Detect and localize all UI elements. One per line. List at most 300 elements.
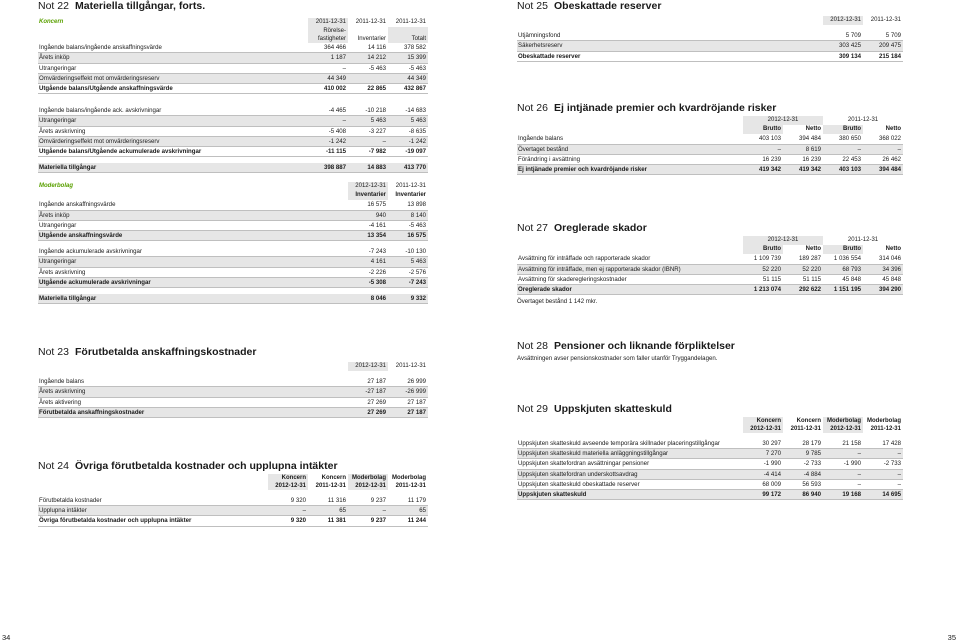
cell-value: 394 290 bbox=[863, 285, 903, 295]
note-29 bbox=[517, 403, 903, 500]
cell-value: 45 848 bbox=[823, 274, 863, 284]
note-22-koncern-table bbox=[38, 18, 428, 173]
column-header: Rörelse- fastigheter bbox=[308, 27, 348, 43]
column-header: 2011-12-31 bbox=[355, 19, 386, 25]
row-label: Årets avskrivning bbox=[38, 126, 308, 136]
table-row bbox=[38, 397, 428, 407]
note-23-table bbox=[38, 362, 428, 418]
cell-value: 68 793 bbox=[823, 264, 863, 274]
note-29-table bbox=[517, 417, 903, 500]
note-24 bbox=[38, 460, 428, 527]
cell-value: 16 239 bbox=[743, 154, 783, 164]
cell-value: 314 046 bbox=[863, 254, 903, 264]
note-25-title bbox=[517, 0, 903, 14]
row-label: Utrangeringar bbox=[38, 220, 348, 230]
cell-value: -19 097 bbox=[388, 147, 428, 157]
cell-value: 8 140 bbox=[388, 210, 428, 220]
cell-value: 99 172 bbox=[743, 490, 783, 500]
cell-value: -4 414 bbox=[743, 469, 783, 479]
row-label: Utrangeringar bbox=[38, 257, 348, 267]
column-header: 2012-12-31 bbox=[348, 362, 388, 371]
note-name: Uppskjuten skatteskuld bbox=[554, 403, 672, 415]
cell-value: 11 179 bbox=[388, 496, 428, 506]
cell-value: – bbox=[823, 449, 863, 459]
cell-value: 309 134 bbox=[823, 51, 863, 61]
cell-value: 27 187 bbox=[388, 397, 428, 407]
cell-value: 28 179 bbox=[783, 439, 823, 449]
section-label: Moderbolag bbox=[39, 183, 73, 189]
note-number: Not 29 bbox=[517, 403, 548, 415]
table-row bbox=[517, 134, 903, 144]
cell-value: -4 465 bbox=[308, 106, 348, 116]
header-spacer bbox=[38, 191, 348, 200]
cell-value: -7 243 bbox=[348, 247, 388, 257]
row-label: Ingående balans bbox=[38, 377, 348, 387]
table-header-row bbox=[517, 417, 903, 433]
table-row bbox=[38, 247, 428, 257]
cell-value: 16 575 bbox=[348, 200, 388, 210]
table-header-row bbox=[38, 362, 428, 371]
table-row bbox=[38, 147, 428, 157]
cell-value: 44 349 bbox=[388, 73, 428, 83]
note-name: Pensioner och liknande förpliktelser bbox=[554, 340, 735, 352]
cell-value: 5 463 bbox=[348, 116, 388, 126]
cell-value: -5 463 bbox=[388, 220, 428, 230]
row-label: Avsättning för inträffade och rapporterade skador bbox=[517, 254, 743, 264]
cell-value: – bbox=[863, 144, 903, 154]
cell-value: -27 187 bbox=[348, 387, 388, 397]
row-label: Ingående balans/ingående ack. avskrivningar bbox=[38, 106, 308, 116]
cell-value: 1 151 195 bbox=[823, 285, 863, 295]
row-label: Årets avskrivning bbox=[38, 267, 348, 277]
column-header: Inventarier bbox=[395, 192, 426, 199]
header-spacer bbox=[38, 27, 308, 43]
column-header: 2011-12-31 bbox=[395, 183, 426, 189]
note-28 bbox=[517, 340, 903, 362]
cell-value: 11 244 bbox=[388, 516, 428, 526]
table-row bbox=[38, 136, 428, 146]
cell-value: 380 650 bbox=[823, 134, 863, 144]
cell-value: – bbox=[863, 479, 903, 489]
cell-value: 398 887 bbox=[308, 163, 348, 173]
note-22-moderbolag bbox=[38, 182, 428, 304]
cell-value: 394 484 bbox=[783, 134, 823, 144]
note-number: Not 27 bbox=[517, 222, 548, 234]
cell-value: 65 bbox=[388, 506, 428, 516]
cell-value: – bbox=[308, 116, 348, 126]
table-header-row bbox=[38, 474, 428, 490]
column-header: Totalt bbox=[388, 27, 428, 43]
note-25-table bbox=[517, 16, 903, 62]
cell-value: 5 709 bbox=[863, 31, 903, 41]
cell-value: – bbox=[863, 469, 903, 479]
cell-value: 11 381 bbox=[308, 516, 348, 526]
row-label: Obeskattade reserver bbox=[517, 51, 823, 61]
table-row bbox=[38, 387, 428, 397]
cell-value: 26 462 bbox=[863, 154, 903, 164]
note-26 bbox=[517, 102, 903, 175]
table-row bbox=[38, 267, 428, 277]
table-row bbox=[38, 53, 428, 63]
row-label: Uppskjuten skatteskuld obeskattade reserver bbox=[517, 479, 743, 489]
cell-value: – bbox=[823, 469, 863, 479]
cell-value: 1 187 bbox=[308, 53, 348, 63]
cell-value: -5 408 bbox=[308, 126, 348, 136]
row-label: Uppskjuten skatteskuld bbox=[517, 490, 743, 500]
row-label: Uppskjuten skattefordran underskottsavdrag bbox=[517, 469, 743, 479]
note-24-table bbox=[38, 474, 428, 527]
column-header: 2011-12-31 bbox=[395, 19, 426, 25]
note-name: Materiella tillgångar, forts. bbox=[75, 0, 206, 12]
note-name: Oreglerade skador bbox=[554, 222, 647, 234]
row-label: Förutbetalda anskaffningskostnader bbox=[38, 407, 348, 417]
cell-value: 9 237 bbox=[348, 516, 388, 526]
table-row bbox=[517, 439, 903, 449]
column-header: 2012-12-31 bbox=[348, 182, 388, 191]
table-header-row bbox=[38, 27, 428, 43]
cell-value: 9 332 bbox=[388, 294, 428, 304]
column-header-year: 2012-12-31 bbox=[743, 116, 823, 125]
note-26-table bbox=[517, 116, 903, 175]
note-name: Ej intjänade premier och kvardröjande risker bbox=[554, 102, 777, 114]
cell-value: 7 270 bbox=[743, 449, 783, 459]
table-row bbox=[517, 31, 903, 41]
column-header-year: 2012-12-31 bbox=[743, 236, 823, 245]
cell-value: 16 575 bbox=[388, 231, 428, 241]
row-label: Omvärderingseffekt mot omvärderingsreserv bbox=[38, 73, 308, 83]
cell-value: 8 619 bbox=[783, 144, 823, 154]
cell-value: -2 733 bbox=[863, 459, 903, 469]
table-row bbox=[517, 264, 903, 274]
cell-value: 189 287 bbox=[783, 254, 823, 264]
column-header: Netto bbox=[885, 126, 902, 133]
cell-value: 410 002 bbox=[308, 84, 348, 94]
note-number: Not 26 bbox=[517, 102, 548, 114]
cell-value: 34 396 bbox=[863, 264, 903, 274]
header-spacer bbox=[38, 474, 268, 490]
cell-value: 940 bbox=[348, 210, 388, 220]
table-row bbox=[517, 154, 903, 164]
cell-value bbox=[348, 73, 388, 83]
cell-value: 22 453 bbox=[823, 154, 863, 164]
row-label: Avsättning för skaderegleringskostnader bbox=[517, 274, 743, 284]
header-spacer bbox=[517, 417, 743, 433]
note-22-title bbox=[38, 0, 428, 14]
note-22-moderbolag-table bbox=[38, 182, 428, 304]
table-header-row bbox=[38, 182, 428, 191]
table-row bbox=[38, 200, 428, 210]
table-header-row bbox=[38, 18, 428, 27]
table-row bbox=[38, 257, 428, 267]
cell-value: 13 354 bbox=[348, 231, 388, 241]
column-header: Koncern 2012-12-31 bbox=[268, 474, 308, 490]
table-row bbox=[38, 516, 428, 526]
column-header-year: 2011-12-31 bbox=[847, 237, 879, 243]
row-label: Uppskjuten skatteskuld materiella anläggningstillgångar bbox=[517, 449, 743, 459]
table-row bbox=[517, 254, 903, 264]
cell-value: -5 308 bbox=[348, 277, 388, 287]
cell-value: – bbox=[268, 506, 308, 516]
cell-value: -10 130 bbox=[388, 247, 428, 257]
cell-value: 368 022 bbox=[863, 134, 903, 144]
row-label: Uppskjuten skatteskuld avseende temporära skillnader placeringstillgångar bbox=[517, 439, 743, 449]
cell-value: 27 269 bbox=[348, 397, 388, 407]
row-label: Ingående anskaffningsvärde bbox=[38, 200, 348, 210]
header-spacer bbox=[517, 125, 743, 134]
cell-value: -7 982 bbox=[348, 147, 388, 157]
cell-value: 14 695 bbox=[863, 490, 903, 500]
note-name: Förutbetalda anskaffningskostnader bbox=[75, 346, 257, 358]
table-row bbox=[38, 106, 428, 116]
column-header: Koncern 2012-12-31 bbox=[743, 417, 783, 433]
cell-value: -3 227 bbox=[348, 126, 388, 136]
header-spacer bbox=[517, 16, 823, 25]
cell-value: 44 349 bbox=[308, 73, 348, 83]
cell-value: 14 212 bbox=[348, 53, 388, 63]
cell-value: 403 103 bbox=[743, 134, 783, 144]
cell-value: 51 115 bbox=[783, 274, 823, 284]
row-label: Förutbetalda kostnader bbox=[38, 496, 268, 506]
column-header: Brutto bbox=[743, 245, 783, 254]
cell-value: -10 218 bbox=[348, 106, 388, 116]
cell-value: 52 220 bbox=[743, 264, 783, 274]
header-spacer bbox=[38, 362, 348, 371]
note-27-title bbox=[517, 222, 903, 236]
cell-value: -7 243 bbox=[388, 277, 428, 287]
note-number: Not 24 bbox=[38, 460, 69, 472]
cell-value: 1 213 074 bbox=[743, 285, 783, 295]
cell-value: 22 865 bbox=[348, 84, 388, 94]
column-header: Moderbolag 2012-12-31 bbox=[348, 474, 388, 490]
section-label: Koncern bbox=[39, 19, 64, 25]
cell-value: 209 475 bbox=[863, 41, 903, 51]
row-label: Uppskjuten skattefordran avsättningar pensioner bbox=[517, 459, 743, 469]
column-header: Inventarier bbox=[357, 35, 386, 42]
column-header: Inventarier bbox=[348, 191, 388, 200]
table-row bbox=[38, 63, 428, 73]
note-name: Övriga förutbetalda kostnader och upplupna intäkter bbox=[75, 460, 338, 472]
row-label: Materiella tillgångar bbox=[38, 163, 308, 173]
cell-value: 16 239 bbox=[783, 154, 823, 164]
column-header: 2011-12-31 bbox=[308, 18, 348, 27]
cell-value: 13 898 bbox=[388, 200, 428, 210]
column-header: 2011-12-31 bbox=[395, 363, 426, 369]
note-number: Not 23 bbox=[38, 346, 69, 358]
table-header-row bbox=[517, 125, 903, 134]
cell-value: 11 316 bbox=[308, 496, 348, 506]
table-row bbox=[517, 490, 903, 500]
row-label: Övriga förutbetalda kostnader och upplupna intäkter bbox=[38, 516, 268, 526]
header-spacer bbox=[517, 236, 743, 245]
row-label: Utjämningsfond bbox=[517, 31, 823, 41]
cell-value: 21 158 bbox=[823, 439, 863, 449]
cell-value: -2 576 bbox=[388, 267, 428, 277]
cell-value: -14 683 bbox=[388, 106, 428, 116]
table-header-row bbox=[517, 245, 903, 254]
row-label: Materiella tillgångar bbox=[38, 294, 348, 304]
column-header: Netto bbox=[805, 246, 822, 253]
row-label: Ingående balans/ingående anskaffningsvärde bbox=[38, 43, 308, 53]
row-label: Årets aktivering bbox=[38, 397, 348, 407]
cell-value: 9 237 bbox=[348, 496, 388, 506]
table-row bbox=[38, 407, 428, 417]
cell-value: -26 999 bbox=[388, 387, 428, 397]
cell-value: 27 187 bbox=[388, 407, 428, 417]
cell-value: 86 940 bbox=[783, 490, 823, 500]
row-label: Avsättning för inträffade, men ej rapporterade skador (IBNR) bbox=[517, 264, 743, 274]
note-22 bbox=[38, 0, 428, 173]
cell-value: 68 009 bbox=[743, 479, 783, 489]
note-24-title bbox=[38, 460, 428, 474]
table-row bbox=[38, 126, 428, 136]
cell-value: -1 990 bbox=[743, 459, 783, 469]
cell-value: 303 425 bbox=[823, 41, 863, 51]
note-27 bbox=[517, 222, 903, 305]
row-label: Utgående balans/Utgående ackumulerade avskrivningar bbox=[38, 147, 308, 157]
table-row bbox=[38, 210, 428, 220]
table-row bbox=[517, 479, 903, 489]
note-28-text: Avsättningen avser pensionskostnader som faller utanför Tryggandelagen. bbox=[517, 355, 718, 362]
column-header: Moderbolag 2011-12-31 bbox=[867, 418, 901, 432]
column-header: Netto bbox=[885, 246, 902, 253]
table-header-row bbox=[517, 16, 903, 25]
column-header-year: 2011-12-31 bbox=[847, 117, 879, 123]
cell-value: 432 867 bbox=[388, 84, 428, 94]
table-row bbox=[517, 459, 903, 469]
cell-value: 65 bbox=[308, 506, 348, 516]
table-row bbox=[38, 116, 428, 126]
row-label: Övertaget bestånd bbox=[517, 144, 743, 154]
table-row bbox=[38, 496, 428, 506]
table-row bbox=[38, 84, 428, 94]
table-row bbox=[38, 43, 428, 53]
column-header: Netto bbox=[805, 126, 822, 133]
cell-value: 419 342 bbox=[783, 165, 823, 175]
cell-value: 30 297 bbox=[743, 439, 783, 449]
note-25 bbox=[517, 0, 903, 62]
cell-value: – bbox=[823, 144, 863, 154]
column-header: 2012-12-31 bbox=[823, 16, 863, 25]
cell-value: – bbox=[308, 63, 348, 73]
row-label: Ingående balans bbox=[517, 134, 743, 144]
note-28-title bbox=[517, 340, 903, 354]
note-27-table bbox=[517, 236, 903, 295]
header-spacer bbox=[517, 245, 743, 254]
cell-value: 9 785 bbox=[783, 449, 823, 459]
table-row bbox=[38, 377, 428, 387]
column-header: Moderbolag 2011-12-31 bbox=[392, 475, 426, 489]
row-label: Utgående ackumulerade avskrivningar bbox=[38, 277, 348, 287]
row-label: Omvärderingseffekt mot omvärderingsreserv bbox=[38, 136, 308, 146]
table-row bbox=[38, 220, 428, 230]
column-header: Brutto bbox=[823, 245, 863, 254]
cell-value: 1 109 739 bbox=[743, 254, 783, 264]
table-row bbox=[517, 285, 903, 295]
cell-value: 413 770 bbox=[388, 163, 428, 173]
table-header-row bbox=[517, 116, 903, 125]
table-header-row bbox=[517, 236, 903, 245]
row-label: Upplupna intäkter bbox=[38, 506, 268, 516]
header-spacer bbox=[517, 116, 743, 125]
cell-value: 215 184 bbox=[863, 51, 903, 61]
cell-value: 15 399 bbox=[388, 53, 428, 63]
cell-value: 5 463 bbox=[388, 257, 428, 267]
note-26-title bbox=[517, 102, 903, 116]
cell-value: 4 161 bbox=[348, 257, 388, 267]
cell-value: 5 463 bbox=[388, 116, 428, 126]
table-row bbox=[517, 165, 903, 175]
cell-value: -2 226 bbox=[348, 267, 388, 277]
note-number: Not 22 bbox=[38, 0, 69, 12]
cell-value: – bbox=[743, 144, 783, 154]
row-label: Årets avskrivning bbox=[38, 387, 348, 397]
cell-value: – bbox=[823, 479, 863, 489]
cell-value: -4 884 bbox=[783, 469, 823, 479]
cell-value: -5 463 bbox=[348, 63, 388, 73]
note-29-title bbox=[517, 403, 903, 417]
cell-value: -1 242 bbox=[388, 136, 428, 146]
table-row bbox=[517, 469, 903, 479]
cell-value: -11 115 bbox=[308, 147, 348, 157]
cell-value: 419 342 bbox=[743, 165, 783, 175]
cell-value: 14 116 bbox=[348, 43, 388, 53]
cell-value: -8 635 bbox=[388, 126, 428, 136]
cell-value: 56 593 bbox=[783, 479, 823, 489]
table-row bbox=[517, 144, 903, 154]
cell-value: -1 242 bbox=[308, 136, 348, 146]
note-23 bbox=[38, 346, 428, 418]
table-row bbox=[517, 274, 903, 284]
row-label: Oreglerade skador bbox=[517, 285, 743, 295]
row-label: Utrangeringar bbox=[38, 63, 308, 73]
row-label: Ingående ackumulerade avskrivningar bbox=[38, 247, 348, 257]
cell-value: 364 466 bbox=[308, 43, 348, 53]
cell-value: 292 622 bbox=[783, 285, 823, 295]
note-name: Obeskattade reserver bbox=[554, 0, 662, 12]
row-label: Utrangeringar bbox=[38, 116, 308, 126]
cell-value: – bbox=[348, 136, 388, 146]
note-number: Not 28 bbox=[517, 340, 548, 352]
cell-value: 52 220 bbox=[783, 264, 823, 274]
table-row bbox=[38, 506, 428, 516]
table-row bbox=[38, 73, 428, 83]
row-label: Säkerhetsreserv bbox=[517, 41, 823, 51]
cell-value: -2 733 bbox=[783, 459, 823, 469]
cell-value: – bbox=[348, 506, 388, 516]
row-label: Utgående balans/Utgående anskaffningsvärde bbox=[38, 84, 308, 94]
table-row bbox=[38, 294, 428, 304]
cell-value: -5 463 bbox=[388, 63, 428, 73]
column-header: Brutto bbox=[743, 125, 783, 134]
cell-value: 1 036 554 bbox=[823, 254, 863, 264]
row-label: Årets inköp bbox=[38, 210, 348, 220]
note-27-footnote: Övertaget bestånd 1 142 mkr. bbox=[517, 298, 598, 306]
cell-value: 45 848 bbox=[863, 274, 903, 284]
row-label: Förändring i avsättning bbox=[517, 154, 743, 164]
cell-value: 8 046 bbox=[348, 294, 388, 304]
cell-value: 403 103 bbox=[823, 165, 863, 175]
cell-value: 27 269 bbox=[348, 407, 388, 417]
row-label: Årets inköp bbox=[38, 53, 308, 63]
table-row bbox=[517, 51, 903, 61]
page-number-left: 34 bbox=[2, 633, 11, 642]
cell-value: 5 709 bbox=[823, 31, 863, 41]
column-header: 2011-12-31 bbox=[870, 17, 901, 23]
column-header: Koncern 2011-12-31 bbox=[790, 418, 821, 432]
cell-value: 9 320 bbox=[268, 496, 308, 506]
table-row bbox=[517, 449, 903, 459]
column-header: Brutto bbox=[823, 125, 863, 134]
